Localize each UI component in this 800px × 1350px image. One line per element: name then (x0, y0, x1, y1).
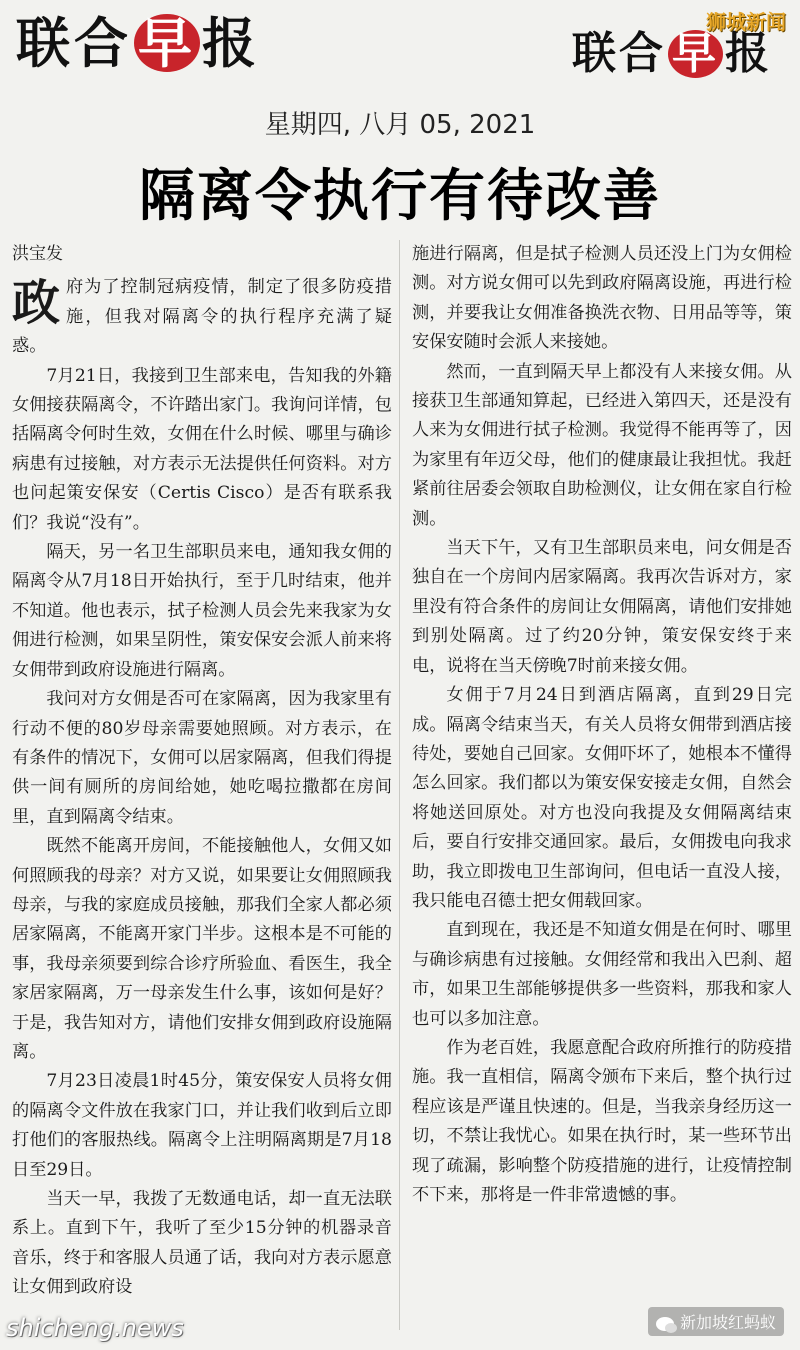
article-paragraph: 7月23日凌晨1时45分，策安保安人员将女佣的隔离令文件放在我家门口，并让我们收到后立即打他们的客服热线。隔离令上注明隔离期是7月18日至29日。 (12, 1071, 392, 1180)
article-paragraph: 隔天，另一名卫生部职员来电，通知我女佣的隔离令从7月18日开始执行，至于几时结束，他并不知道。他也表示，拭子检测人员会先来我家为女佣进行检测，如果呈阴性，策安保安会派人前来将女佣带到政府设施进行隔离。 (12, 542, 392, 680)
article-paragraph: 然而，一直到隔天早上都没有人来接女佣。从接获卫生部通知算起，已经进入第四天，还是没有人来为女佣进行拭子检测。我觉得不能再等了，因为家里有年迈父母，他们的健康最让我担忧。我赶紧前往居委会领取自助检测仪，让女佣在家自行检测。 (412, 361, 792, 529)
article-paragraph: 7月21日，我接到卫生部来电，告知我的外籍女佣接获隔离令，不许踏出家门。我询问详情，包括隔离令何时生效，女佣在什么时候、哪里与确诊病患有过接触，对方表示无法提供任何资料。对方也问起策安保安（Certis Cisco）是否有联系我们？我说“没有”。 (12, 365, 392, 533)
article-paragraph: 政府为了控制冠病疫情，制定了很多防疫措施，但我对隔离令的执行程序充满了疑惑。 (12, 275, 392, 357)
byline: 洪宝发 (12, 244, 63, 264)
article-paragraph: 女佣于7月24日到酒店隔离，直到29日完成。隔离令结束当天，有关人员将女佣带到酒店接待处，要她自己回家。女佣吓坏了，她根本不懂得怎么回家。我们都以为策安保安接走女佣，自然会将她送回原处。对方也没向我提及女佣隔离结束后，要自行安排交通回家。最后，女佣拨电向我求助，我立即拨电卫生部询问，但电话一直没人接，我只能电召德士把女佣载回家。 (412, 685, 792, 911)
article-paragraph: 作为老百姓，我愿意配合政府所推行的防疫措施。我一直相信，隔离令颁布下来后，整个执行过程应该是严谨且快速的。但是，当我亲身经历这一切，不禁让我忧心。如果在执行时，某一些环节出现了疏漏，影响整个防疫措施的进行，让疫情控制不下来，那将是一件非常遗憾的事。 (412, 1037, 792, 1205)
dropcap: 政 (12, 275, 61, 332)
masthead (0, 0, 800, 100)
article-paragraph: 当天一早，我拨了无数通电话，却一直无法联系上。直到下午，我听了至少15分钟的机器录音音乐，终于和客服人员通了话，我向对方表示愿意让女佣到政府设 (12, 1189, 392, 1298)
article-paragraph: 施进行隔离，但是拭子检测人员还没上门为女佣检测。对方说女佣可以先到政府隔离设施，再进行检测，并要我让女佣准备换洗衣物、日用品等等，策安保安随时会派人来接她。 (412, 244, 792, 353)
watermark-right: 新加坡红蚂蚁 (648, 1307, 784, 1336)
newspaper-logo-secondary: 联合 早 报 (572, 28, 772, 79)
newspaper-logo: 联合 早 报 (16, 11, 260, 75)
article-column-right (412, 240, 792, 1210)
source-tag: 狮城新闻 (706, 10, 786, 34)
article-paragraph: 当天下午，又有卫生部职员来电，问女佣是否独自在一个房间内居家隔离。我再次告诉对方，家里没有符合条件的房间让女佣隔离，请他们安排她到别处隔离。过了约20分钟，策安保安终于来电，说将在当天傍晚7时前来接女佣。 (412, 538, 792, 676)
article-column-left (12, 240, 392, 1303)
logo-red-seal-secondary: 早 (668, 30, 723, 78)
wechat-icon (656, 1317, 674, 1331)
column-divider (399, 240, 400, 1330)
watermark-left: shicheng.news (6, 1314, 184, 1342)
article-paragraph: 直到现在，我还是不知道女佣是在何时、哪里与确诊病患有过接触。女佣经常和我出入巴刹、超市，如果卫生部能够提供多一些资料，那我和家人也可以多加注意。 (412, 920, 792, 1029)
article-paragraph: 我问对方女佣是否可在家隔离，因为我家里有行动不便的80岁母亲需要她照顾。对方表示，在有条件的情况下，女佣可以居家隔离，但我们得提供一间有厕所的房间给她，她吃喝拉撒都在房间里，直到隔离令结束。 (12, 689, 392, 827)
article-paragraph: 既然不能离开房间，不能接触他人，女佣又如何照顾我的母亲？对方又说，如果要让女佣照顾我母亲，与我的家庭成员接触，那我们全家人都必须居家隔离，不能离开家门半步。这根本是不可能的事，我母亲须要到综合诊疗所验血、看医生，我全家居家隔离，万一母亲发生什么事，该如何是好？于是，我告知对方，请他们安排女佣到政府设施隔离。 (12, 836, 392, 1062)
logo-red-seal: 早 (134, 14, 200, 72)
headline: 隔离令执行有待改善 (139, 164, 661, 229)
publication-date: 星期四, 八月 05, 2021 (264, 110, 536, 140)
